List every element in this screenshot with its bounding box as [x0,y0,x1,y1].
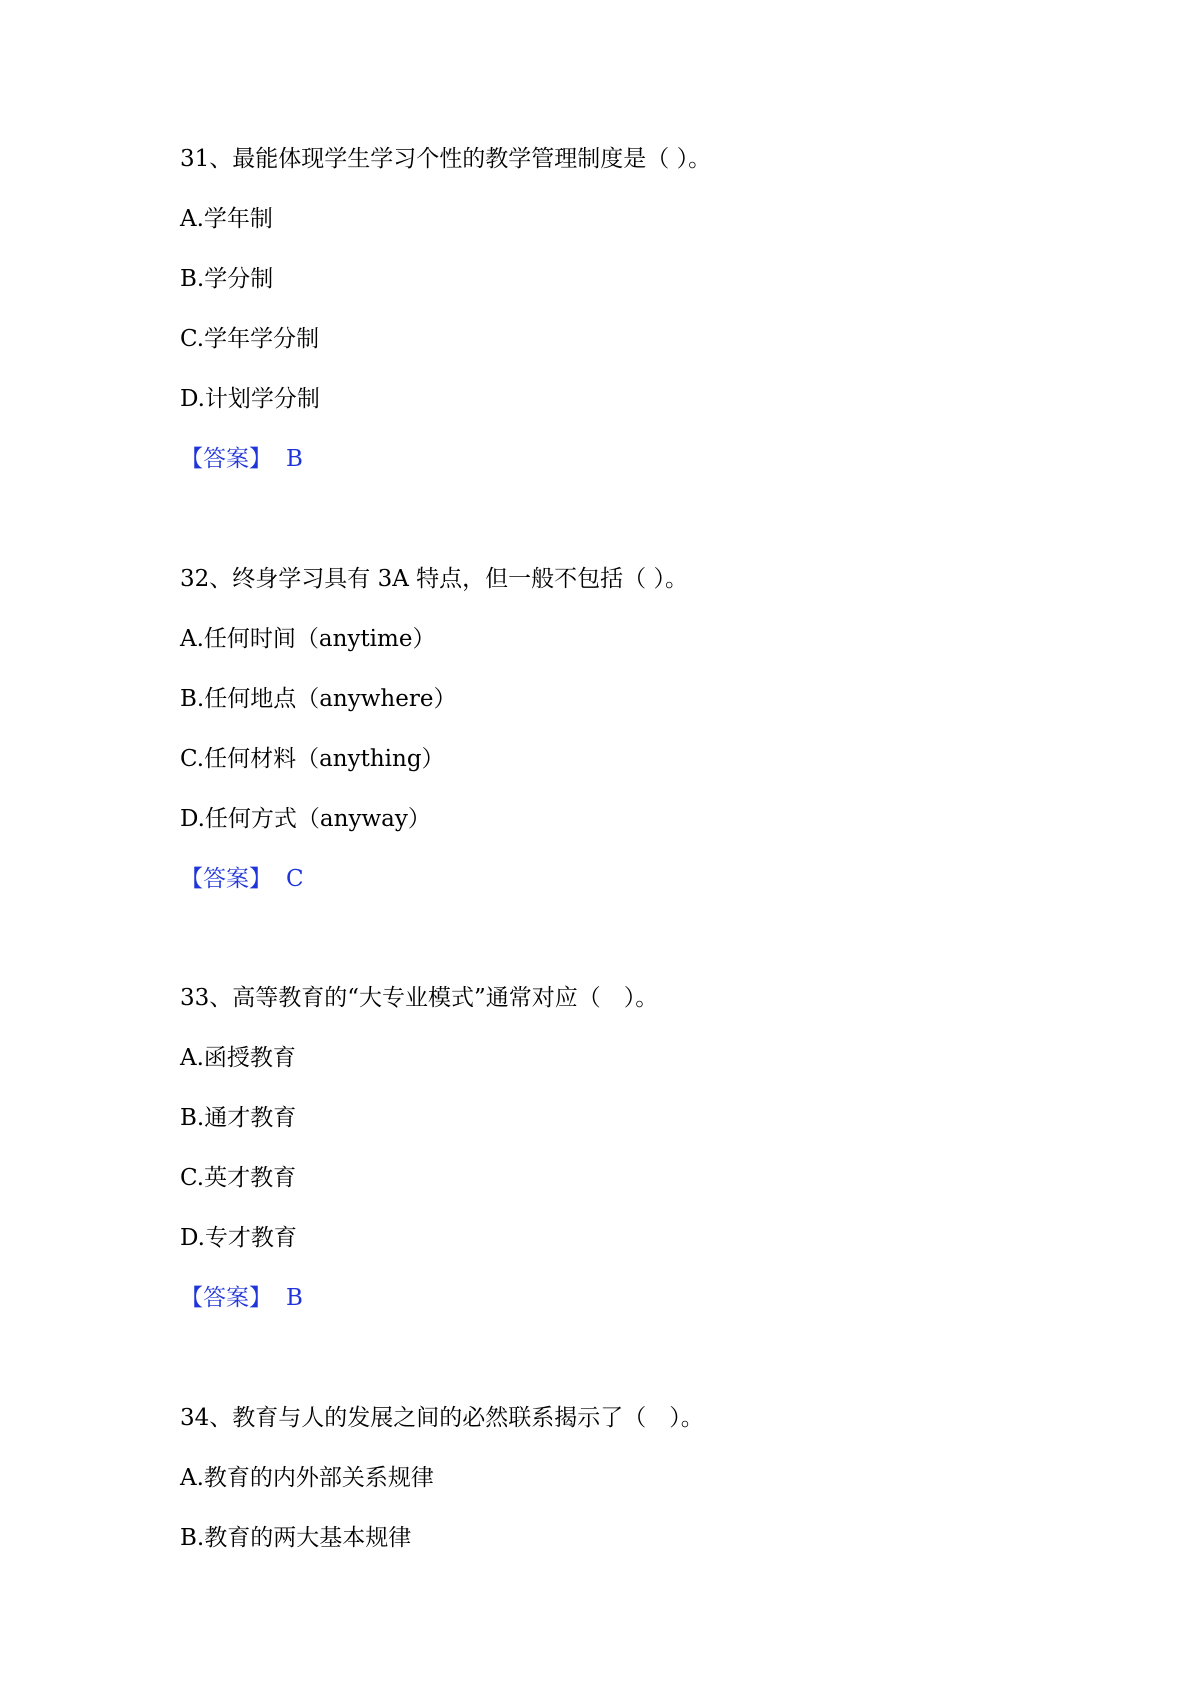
question-33-answer [180,1283,303,1313]
question-33-option-d: D.专才教育 [180,1225,297,1251]
answer-label: 【答案】 [180,446,272,472]
question-33-stem: 33、高等教育的“大专业模式”通常对应（ ）。 [180,985,659,1011]
question-33-option-c: C.英才教育 [180,1165,297,1191]
question-32-stem: 32、终身学习具有 3A 特点，但一般不包括（ ）。 [180,566,688,592]
question-32-option-b: B.任何地点（anywhere） [180,686,457,712]
answer-label: 【答案】 [180,866,272,892]
question-31-option-b: B.学分制 [180,266,274,292]
question-33-option-b: B.通才教育 [180,1105,297,1131]
question-33-option-a: A.函授教育 [180,1045,296,1071]
question-32-option-a: A.任何时间（anytime） [180,626,436,652]
question-31-option-a: A.学年制 [180,206,273,232]
question-32-option-c: C.任何材料（anything） [180,746,445,772]
question-31-option-d: D.计划学分制 [180,386,320,412]
question-32-option-d: D.任何方式（anyway） [180,806,431,832]
question-34-stem: 34、教育与人的发展之间的必然联系揭示了（ ）。 [180,1405,704,1431]
question-34-option-a: A.教育的内外部关系规律 [180,1465,434,1491]
answer-value: B [286,1285,303,1311]
answer-value: B [286,446,303,472]
question-34-option-b: B.教育的两大基本规律 [180,1525,412,1551]
answer-value: C [286,866,304,892]
question-32-answer [180,864,304,894]
answer-label: 【答案】 [180,1285,272,1311]
question-31-option-c: C.学年学分制 [180,326,320,352]
question-31-stem: 31、最能体现学生学习个性的教学管理制度是（ ）。 [180,146,712,172]
question-31-answer [180,444,303,474]
